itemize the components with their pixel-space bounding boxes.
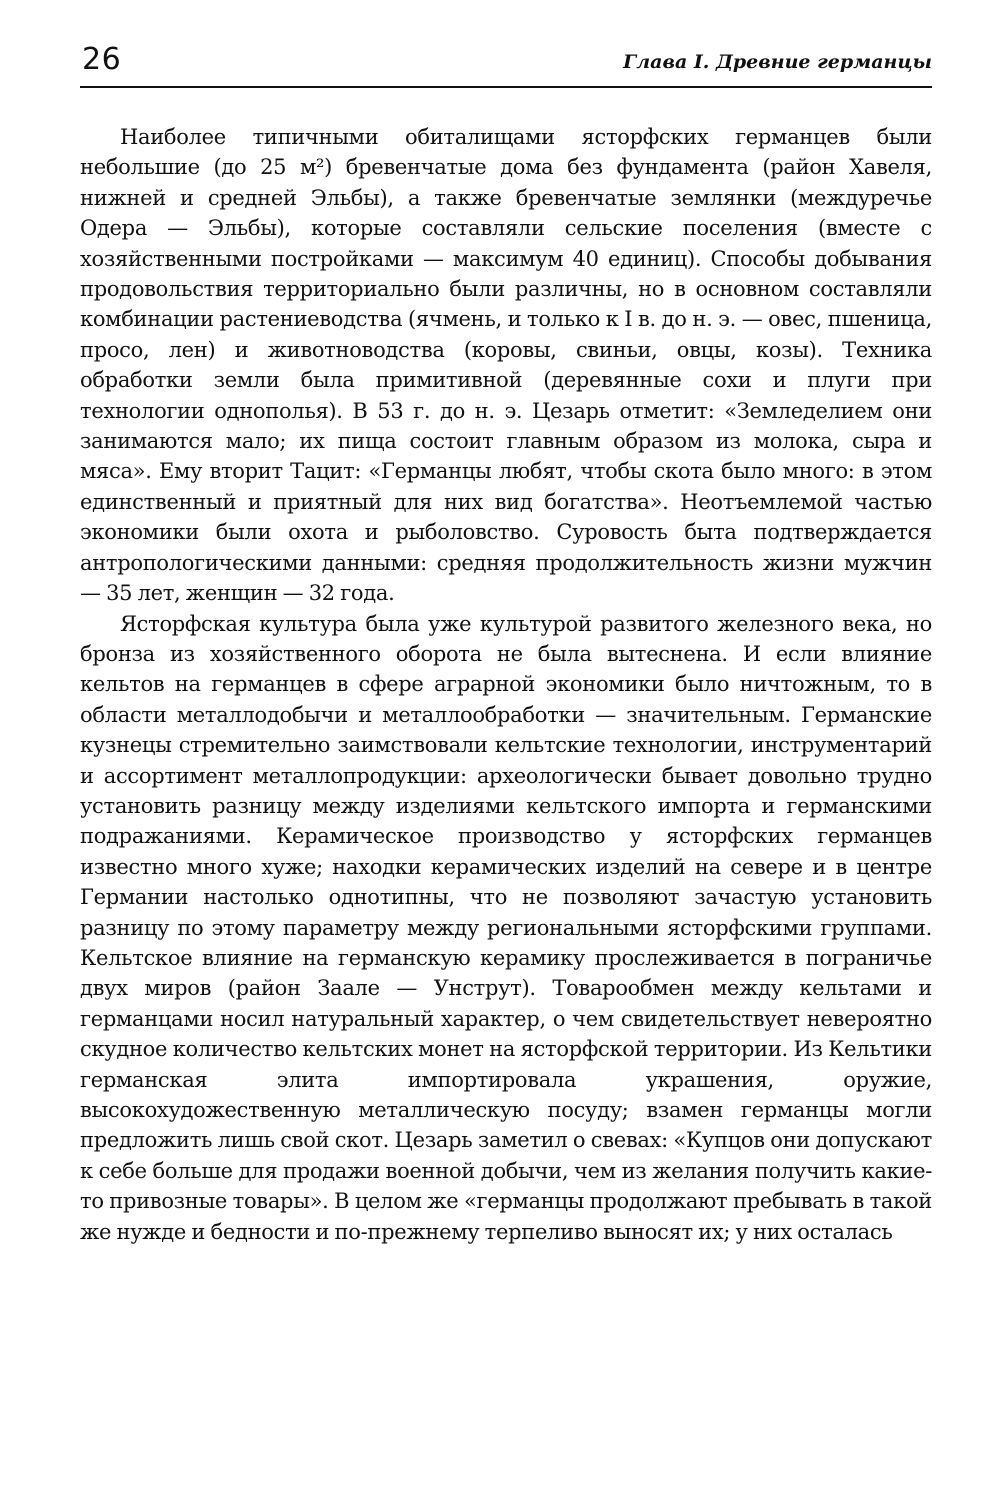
body-text [80, 122, 932, 1247]
running-header [80, 40, 932, 88]
chapter-title: Глава I. Древние германцы [623, 51, 932, 73]
book-page [80, 40, 932, 1247]
paragraph: Наиболее типичными обиталищами ясторфских германцев были небольшие (до 25 м²) бревенчатые дома без фундамента (район Хавеля, нижней и средней Эльбы), а также бревенчатые землянки (междуречье Одера — Эльбы), которые составляли сельские поселения (вместе с хозяйственными постройками — максимум 40 единиц). Способы добывания продовольствия территориально были различны, но в основном составляли комбинации растениеводства (ячмень, и только к I в. до н. э. — овес, пшеница, просо, лен) и животноводства (коровы, свиньи, овцы, козы). Техника обработки земли была примитивной (деревянные сохи и плуги при технологии однополья). В 53 г. до н. э. Цезарь отметит: «Земледелием они занимаются мало; их пища состоит главным образом из молока, сыра и мяса». Ему вторит Тацит: «Германцы любят, чтобы скота было много: в этом единственный и приятный для них вид богатства». Неотъемлемой частью экономики были охота и рыболовство. Суровость быта подтверждается антропологическими данными: средняя продолжительность жизни мужчин — 35 лет, женщин — 32 года. [80, 125, 932, 606]
page-number: 26 [82, 42, 122, 77]
paragraph: Ясторфская культура была уже культурой развитого железного века, но бронза из хозяйственного оборота не была вытеснена. И если влияние кельтов на германцев в сфере аграрной экономики было ничтожным, то в области металлодобычи и металлообработки — значительным. Германские кузнецы стремительно заимствовали кельтские технологии, инструментарий и ассортимент металлопродукции: археологически бывает довольно трудно установить разницу между изделиями кельтского импорта и германскими подражаниями. Керамическое производство у ясторфских германцев известно много хуже; находки керамических изделий на севере и в центре Германии настолько однотипны, что не позволяют зачастую установить разницу по этому параметру между региональными ясторфскими группами. Кельтское влияние на германскую керамику прослеживается в пограничье двух миров (район Заале — Унструт). Товарообмен между кельтами и германцами носил натуральный характер, о чем свидетельствует невероятно скудное количество кельтских монет на ясторфской территории. Из Кельтики германская элита импортировала украшения, оружие, высокохудожественную металлическую посуду; взамен германцы могли предложить лишь свой скот. Цезарь заметил о свевах: «Купцов они допускают к себе больше для продажи военной добычи, чем из желания получить какие-то привозные товары». В целом же «германцы продолжают пребывать в такой же нужде и бедности и по-прежнему терпеливо выносят их; у них осталась [80, 611, 932, 1244]
